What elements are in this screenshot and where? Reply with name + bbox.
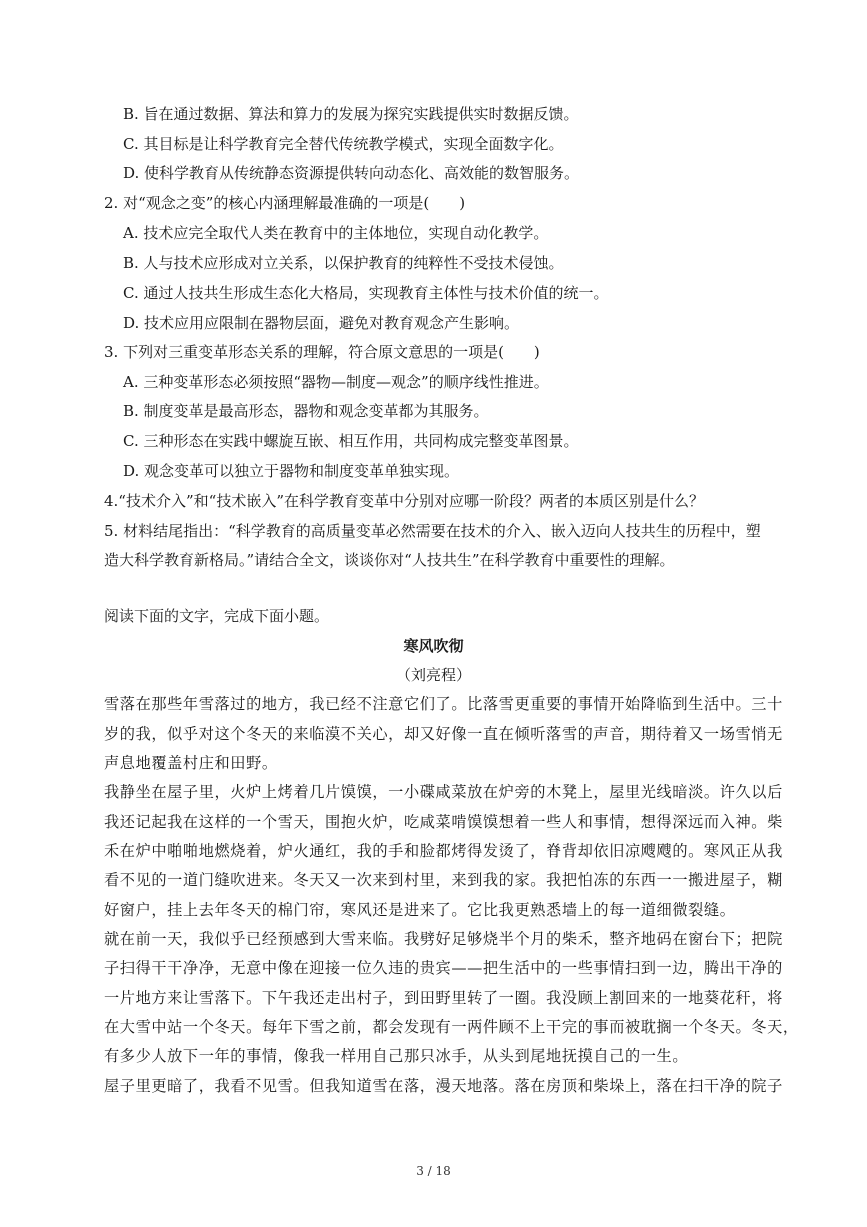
article-line: 有多少人放下一年的事情，像我一样用自己那只冰手，从头到尾地抚摸自己的一生。 <box>104 1047 689 1065</box>
article-line: 好窗户，挂上去年冬天的棉门帘，寒风还是进来了。它比我更熟悉墙上的每一道细微裂缝。 <box>104 901 736 919</box>
article-title: 寒风吹彻 <box>403 637 464 655</box>
article-line: 看不见的一道门缝吹进来。冬天又一次来到村里，来到我的家。我把怕冻的东西一一搬进屋子，糊 <box>104 871 783 889</box>
q2-option-b: B. 人与技术应形成对立关系，以保护教育的纯粹性不受技术侵蚀。 <box>123 254 564 272</box>
article-line: 在大雪中站一个冬天。每年下雪之前，都会发现有一两件顾不上干完的事而被耽搁一个冬天。冬天， <box>104 1018 799 1036</box>
q2-option-c: C. 通过人技共生形成生态化大格局，实现教育主体性与技术价值的统一。 <box>123 284 609 302</box>
page-number: 3 / 18 <box>416 1164 451 1178</box>
article-author: （刘亮程） <box>395 666 471 684</box>
article-line: 就在前一天，我似乎已经预感到大雪来临。我劈好足够烧半个月的柴禾，整齐地码在窗台下；把院 <box>104 930 783 948</box>
q2-option-a: A. 技术应完全取代人类在教育中的主体地位，实现自动化教学。 <box>123 224 549 242</box>
q2-option-d: D. 技术应用应限制在器物层面，避免对教育观念产生影响。 <box>123 314 520 332</box>
q4-text: 4.“技术介入”和“技术嵌入”在科学教育变革中分别对应哪一阶段？两者的本质区别是什么？ <box>104 492 704 510</box>
q3-option-c: C. 三种形态在实践中螺旋互嵌、相互作用，共同构成完整变革图景。 <box>123 432 579 450</box>
q3-option-b: B. 制度变革是最高形态，器物和观念变革都为其服务。 <box>123 402 489 420</box>
article-line: 声息地覆盖村庄和田野。 <box>104 754 278 772</box>
article-line: 禾在炉中啪啪地燃烧着，炉火通红，我的手和脸都烤得发烫了，脊背却依旧凉飕飕的。寒风正从我 <box>104 842 783 860</box>
article-line: 我静坐在屋子里，火炉上烤着几片馍馍，一小碟咸菜放在炉旁的木凳上，屋里光线暗淡。许久以后 <box>104 783 783 801</box>
q2-stem: 2. 对“观念之变”的核心内涵理解最准确的一项是( ) <box>104 194 466 212</box>
q1-option-c: C. 其目标是让科学教育完全替代传统教学模式，实现全面数字化。 <box>123 135 564 153</box>
q1-option-b: B. 旨在通过数据、算法和算力的发展为探究实践提供实时数据反馈。 <box>123 105 579 123</box>
q5-line-1: 5. 材料结尾指出：“科学教育的高质量变革必然需要在技术的介入、嵌入迈向人技共生的历程中，塑 <box>104 522 761 540</box>
q5-line-2: 造大科学教育新格局。”请结合全文，谈谈你对“人技共生”在科学教育中重要性的理解。 <box>104 551 675 569</box>
article-line: 子扫得干干净净，无意中像在迎接一位久违的贵宾——把生活中的一些事情扫到一边，腾出干净的 <box>104 959 783 977</box>
article-line: 雪落在那些年雪落过的地方，我已经不注意它们了。比落雪更重要的事情开始降临到生活中。三十 <box>104 695 783 713</box>
q3-option-d: D. 观念变革可以独立于器物和制度变革单独实现。 <box>123 462 460 480</box>
article-line: 屋子里更暗了，我看不见雪。但我知道雪在落，漫天地落。落在房顶和柴垛上，落在扫干净的院子 <box>104 1077 783 1095</box>
q3-stem: 3. 下列对三重变革形态关系的理解，符合原文意思的一项是( ) <box>104 343 540 361</box>
article-line: 一片地方来让雪落下。下午我还走出村子，到田野里转了一圈。我没顾上割回来的一地葵花秆，将 <box>104 989 783 1007</box>
article-line: 我还记起我在这样的一个雪天，围抱火炉，吃咸菜啃馍馍想着一些人和事情，想得深远而入神。柴 <box>104 813 783 831</box>
q1-option-d: D. 使科学教育从传统静态资源提供转向动态化、高效能的数智服务。 <box>123 164 580 182</box>
reading-instruction: 阅读下面的文字，完成下面小题。 <box>104 607 330 625</box>
article-line: 岁的我，似乎对这个冬天的来临漠不关心，却又好像一直在倾听落雪的声音，期待着又一场雪悄无 <box>104 725 783 743</box>
q3-option-a: A. 三种变革形态必须按照“器物—制度—观念”的顺序线性推进。 <box>123 373 549 391</box>
